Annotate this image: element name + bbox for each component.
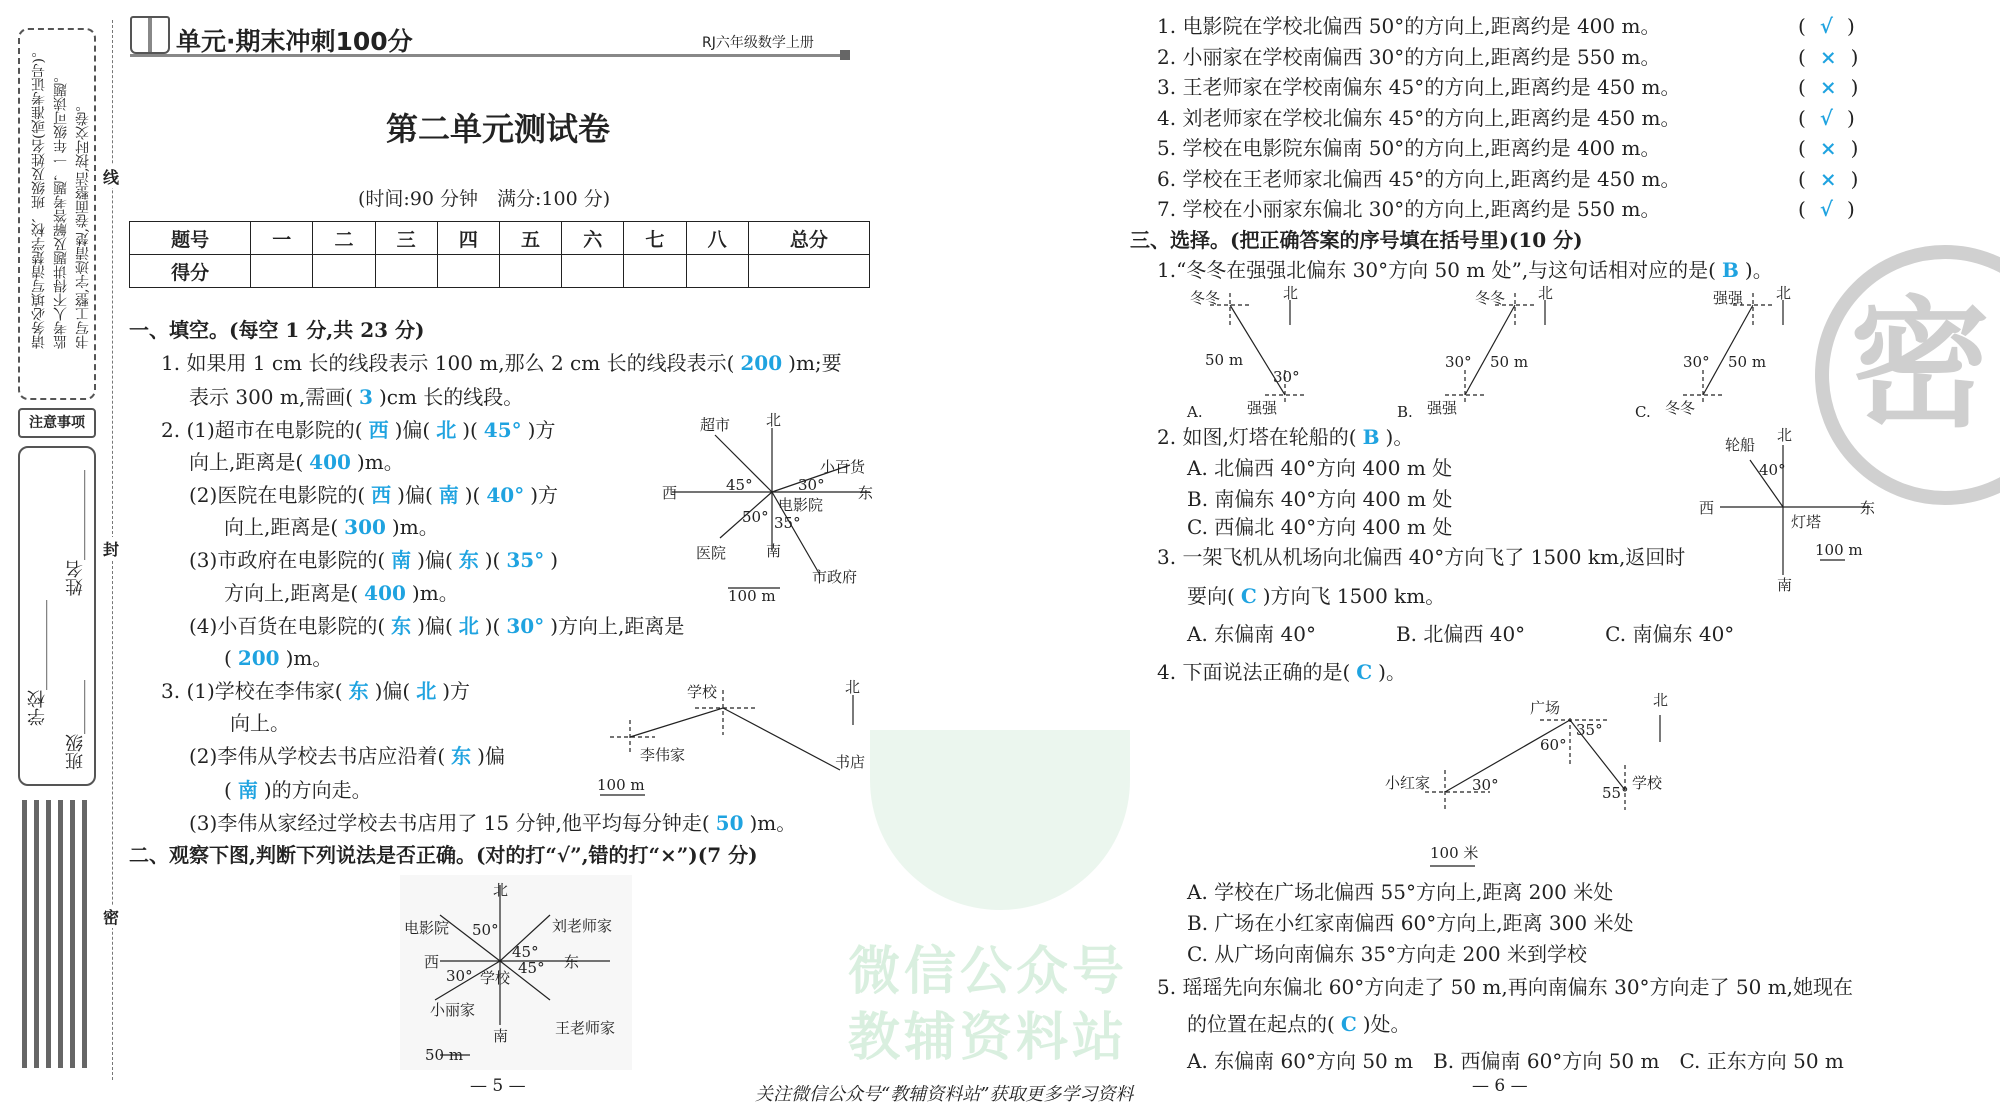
class-label: 班级 xyxy=(65,734,86,770)
header-rule-end xyxy=(840,50,850,60)
question-line xyxy=(1157,421,1413,453)
answer-blank[interactable]: 南 xyxy=(237,778,258,802)
question-text: )cm 长的线段。 xyxy=(378,385,524,409)
question-text: )( xyxy=(464,483,481,507)
score-input-cell[interactable] xyxy=(562,255,624,288)
question-text: 2. (1)超市在电影院的( xyxy=(161,418,363,442)
answer-blank[interactable]: B xyxy=(1721,258,1739,282)
judge-mark: × xyxy=(1819,75,1837,99)
label-top: 冬冬 xyxy=(1190,289,1221,307)
label-scale: 100 m xyxy=(1815,541,1863,559)
label-north: 北 xyxy=(766,411,782,429)
paren: ) xyxy=(1850,136,1859,160)
label-angle: 35° xyxy=(774,514,801,532)
question-text: (2)医院在电影院的( xyxy=(189,483,366,507)
question-text: 5. 瑶瑶先向东偏北 60°方向走了 50 m,再向南偏东 30°方向走了 50 m,她现在 xyxy=(1157,975,1854,999)
answer-blank[interactable]: 北 xyxy=(436,418,457,442)
question-line xyxy=(230,707,290,739)
score-input-cell[interactable] xyxy=(313,255,375,288)
judge-mark: √ xyxy=(1819,14,1833,38)
label-north: 北 xyxy=(1776,285,1792,302)
paren: ( xyxy=(1798,166,1806,191)
answer-blank[interactable]: 35° xyxy=(506,548,545,572)
question-line xyxy=(1157,254,1773,286)
question-line xyxy=(161,414,555,446)
question-text: ) xyxy=(550,548,559,572)
series-title: 单元·期末冲刺100分 xyxy=(176,27,413,56)
question-line xyxy=(129,839,758,871)
score-input-cell[interactable] xyxy=(499,255,561,288)
question-line xyxy=(189,479,558,511)
judge-answer[interactable] xyxy=(1798,71,1858,103)
answer-blank[interactable]: 东 xyxy=(458,548,479,572)
page-number-right: — 6 — xyxy=(1472,1076,1528,1096)
question-text: )方 xyxy=(442,679,470,703)
question-text: (3)李伟从家经过学校去书店用了 15 分钟,他平均每分钟走( xyxy=(189,811,710,835)
label-school: 学校 xyxy=(1632,774,1663,792)
watermark-text: 教辅资料站 xyxy=(848,1008,1129,1068)
question-text: )m。 xyxy=(411,581,459,605)
question-text: )偏( xyxy=(417,548,453,572)
option-label: B. xyxy=(1397,403,1413,421)
label-east: 东 xyxy=(1860,499,1876,517)
question-text: 1.“冬冬在强强北偏东 30°方向 50 m 处”,与这句话相对应的是( xyxy=(1157,258,1716,282)
label-hospital: 医院 xyxy=(696,544,727,562)
question-text: ( xyxy=(224,778,232,802)
header-rule xyxy=(130,54,850,57)
label-angle: 30° xyxy=(1273,368,1300,386)
label-school: 学校 xyxy=(687,683,718,701)
question-text: 2. 如图,灯塔在轮船的( xyxy=(1157,425,1357,449)
label-xiaoli-home: 小丽家 xyxy=(430,1001,476,1019)
answer-blank[interactable]: 西 xyxy=(368,418,389,442)
name-label: 姓名 xyxy=(65,560,86,596)
question-text: )方向上,距离是 xyxy=(550,614,685,638)
question-line xyxy=(189,740,505,772)
label-north: 北 xyxy=(845,678,861,696)
question-text: 的位置在起点的( xyxy=(1187,1012,1335,1036)
question-text: (2)李伟从学校去书店应沿着( xyxy=(189,744,446,768)
judge-statement: 2. 小丽家在学校南偏西 30°的方向上,距离约是 550 m。 xyxy=(1157,44,1661,69)
judge-answer[interactable] xyxy=(1798,102,1855,134)
label-angle: 50° xyxy=(742,508,769,526)
question-line xyxy=(224,642,332,674)
label-angle: 30° xyxy=(798,476,825,494)
question-text: )偏( xyxy=(374,679,411,703)
score-table xyxy=(129,221,870,288)
secret-stamp-text: 密 xyxy=(1850,283,1991,447)
label-length: 50 m xyxy=(1728,353,1767,371)
grade-label: RJ六年级数学上册 xyxy=(702,35,814,51)
answer-blank[interactable]: 西 xyxy=(371,483,392,507)
judge-answer[interactable] xyxy=(1798,163,1858,195)
label-west: 西 xyxy=(662,484,678,502)
question-text: )偏( xyxy=(397,483,433,507)
notes-title: 注意事项 xyxy=(18,408,96,438)
seal-line-label: 封 xyxy=(103,537,119,560)
question-line xyxy=(1157,656,1406,688)
label-angle: 45° xyxy=(518,959,545,977)
label-scale: 100 m xyxy=(597,776,645,794)
question-line xyxy=(1187,618,1734,650)
label-angle: 30° xyxy=(1472,776,1499,794)
question-line xyxy=(189,544,558,576)
question-text: A. 东偏南 60°方向 50 m B. 西偏南 60°方向 50 m C. 正东方向 50 m xyxy=(1187,1049,1844,1073)
question-text: A. 学校在广场北偏西 55°方向上,距离 200 米处 xyxy=(1187,880,1614,904)
judge-answer[interactable] xyxy=(1798,132,1858,164)
label-shop: 小百货 xyxy=(820,458,866,476)
question-line xyxy=(189,610,684,642)
paren: ( xyxy=(1798,105,1806,130)
score-header-cell: 七 xyxy=(624,222,686,255)
question-text: C. 从广场向南偏东 35°方向走 200 米到学校 xyxy=(1187,942,1587,966)
label-store: 书店 xyxy=(835,753,866,771)
label-north: 北 xyxy=(1538,285,1554,302)
question-text: B. 广场在小红家南偏西 60°方向上,距离 300 米处 xyxy=(1187,911,1634,935)
label-home: 小红家 xyxy=(1385,774,1431,792)
page-number-left: — 5 — xyxy=(470,1076,526,1096)
label-angle: 55° xyxy=(1602,784,1629,802)
question-text: 向上,距离是( xyxy=(224,515,339,539)
answer-blank[interactable]: 200 xyxy=(237,646,280,670)
paren: ) xyxy=(1850,44,1859,69)
question-text: 3. (1)学校在李伟家( xyxy=(161,679,343,703)
name-field[interactable]: 姓名__________ xyxy=(65,470,86,596)
label-cinema: 电影院 xyxy=(778,496,824,514)
label-south: 南 xyxy=(766,542,782,560)
question-text: )。 xyxy=(1385,425,1414,449)
question-line xyxy=(129,314,425,346)
label-ship: 轮船 xyxy=(1725,436,1756,454)
answer-blank[interactable]: 南 xyxy=(438,483,459,507)
label-angle: 45° xyxy=(512,943,539,961)
cut-line-label: 线 xyxy=(103,165,119,188)
label-north: 北 xyxy=(1653,691,1669,709)
score-header-cell: 五 xyxy=(499,222,561,255)
watermark-text: 微信公众号 xyxy=(848,942,1129,1002)
judge-answer[interactable] xyxy=(1798,10,1855,42)
question-text: 向上,距离是( xyxy=(189,450,304,474)
answer-blank[interactable]: B xyxy=(1362,425,1380,449)
paren: ) xyxy=(1846,105,1855,130)
judge-mark: × xyxy=(1819,166,1837,191)
option-label: A. xyxy=(1187,403,1203,421)
question-text: B. 南偏东 40°方向 400 m 处 xyxy=(1187,487,1453,511)
note: 请务必填写清楚学校、班级及姓名(或准考证号)。 xyxy=(31,44,47,349)
judge-answer[interactable] xyxy=(1798,193,1855,225)
judge-statement: 7. 学校在小丽家东偏北 30°的方向上,距离约是 550 m。 xyxy=(1157,197,1661,221)
label-home: 李伟家 xyxy=(640,746,686,764)
answer-blank[interactable]: 3 xyxy=(359,385,373,409)
question-line xyxy=(189,446,404,478)
judge-mark: × xyxy=(1819,136,1837,160)
option-label: C. xyxy=(1635,403,1651,421)
judge-statement: 6. 学校在王老师家北偏西 45°的方向上,距离约是 450 m。 xyxy=(1157,166,1681,191)
label-length: 50 m xyxy=(1490,353,1529,371)
question-text: )( xyxy=(484,614,501,638)
school-field[interactable]: 学校__________ xyxy=(27,600,48,726)
figure-plaza xyxy=(1380,690,1680,870)
question-text: )( xyxy=(462,418,478,442)
judge-answer[interactable] xyxy=(1798,41,1858,73)
label-liu-home: 刘老师家 xyxy=(552,917,613,935)
question-text: )偏( xyxy=(394,418,431,442)
question-text: )处。 xyxy=(1362,1012,1411,1036)
figure-ship-tower xyxy=(1695,425,1880,595)
label-length: 50 m xyxy=(1205,351,1244,369)
answer-blank[interactable]: 东 xyxy=(348,679,369,703)
answer-blank[interactable]: 30° xyxy=(506,614,545,638)
label-top: 冬冬 xyxy=(1475,289,1506,307)
label-market: 超市 xyxy=(700,416,731,434)
label-plaza: 广场 xyxy=(1530,699,1561,717)
label-angle: 35° xyxy=(1576,721,1603,739)
question-text: )。 xyxy=(1744,258,1773,282)
score-input-cell[interactable] xyxy=(251,255,313,288)
answer-blank[interactable]: 45° xyxy=(483,418,522,442)
question-line xyxy=(189,381,523,413)
score-input-cell[interactable] xyxy=(437,255,499,288)
score-input-cell[interactable] xyxy=(748,255,869,288)
question-text: )的方向走。 xyxy=(263,778,372,802)
score-header-cell: 二 xyxy=(313,222,375,255)
judge-mark: √ xyxy=(1819,197,1833,221)
label-angle: 45° xyxy=(726,476,753,494)
score-input-cell[interactable] xyxy=(686,255,748,288)
exam-time: (时间:90 分钟 满分:100 分) xyxy=(358,188,611,210)
choice1-figure-b xyxy=(1395,285,1595,425)
answer-blank[interactable]: 300 xyxy=(344,515,386,539)
label-gov: 市政府 xyxy=(812,568,858,586)
paren: ) xyxy=(1846,197,1855,221)
label-east: 东 xyxy=(858,484,874,502)
question-text: 三、选择。(把正确答案的序号填在括号里)(10 分) xyxy=(1130,228,1583,252)
answer-blank[interactable]: C xyxy=(1340,1012,1357,1036)
label-tower: 灯塔 xyxy=(1791,513,1822,531)
question-text: )。 xyxy=(1378,660,1406,684)
question-text: )m。 xyxy=(391,515,439,539)
answer-blank[interactable]: 400 xyxy=(364,581,406,605)
label-angle: 30° xyxy=(1683,353,1710,371)
question-text: 二、观察下图,判断下列说法是否正确。(对的打“√”,错的打“×”)(7 分) xyxy=(129,843,758,867)
label-school: 学校 xyxy=(480,969,511,987)
binding-stripes xyxy=(22,800,94,1068)
question-text: )m。 xyxy=(356,450,404,474)
label-angle: 40° xyxy=(1759,461,1786,479)
question-text: C. 西偏北 40°方向 400 m 处 xyxy=(1187,515,1453,539)
question-line xyxy=(1187,876,1613,908)
question-line xyxy=(1187,1045,1844,1077)
question-text: )偏( xyxy=(417,614,453,638)
label-north: 北 xyxy=(493,881,509,899)
question-text: 4. 下面说法正确的是( xyxy=(1157,660,1351,684)
label-north: 北 xyxy=(1283,285,1299,302)
question-text: A. 东偏南 40° B. 北偏西 40° C. 南偏东 40° xyxy=(1187,622,1735,646)
choice1-figure-a xyxy=(1185,285,1385,425)
question-text: )m;要 xyxy=(788,351,842,375)
answer-blank[interactable]: 北 xyxy=(458,614,479,638)
score-header-cell: 三 xyxy=(375,222,437,255)
class-field[interactable]: 班级______ xyxy=(65,680,86,770)
question-text: A. 北偏西 40°方向 400 m 处 xyxy=(1187,456,1453,480)
score-row-label: 得分 xyxy=(130,255,251,288)
label-north: 北 xyxy=(1777,426,1793,444)
answer-blank[interactable]: 东 xyxy=(451,744,472,768)
question-line xyxy=(161,675,470,707)
score-row xyxy=(130,255,870,288)
label-angle: 30° xyxy=(1445,353,1472,371)
judge-mark: √ xyxy=(1819,105,1833,130)
question-text: 向上。 xyxy=(230,711,290,735)
answer-blank[interactable]: 400 xyxy=(309,450,351,474)
label-angle: 30° xyxy=(446,967,473,985)
note: 书写工整,字迹清楚,卷面整洁,按时交卷。 xyxy=(75,97,91,349)
watermark-logo xyxy=(870,730,1130,910)
paren: ( xyxy=(1798,136,1806,160)
judge-statement: 1. 电影院在学校北偏西 50°的方向上,距离约是 400 m。 xyxy=(1157,14,1661,38)
question-line xyxy=(1130,224,1583,256)
figure-school-route xyxy=(595,675,880,803)
question-text: 3. 一架飞机从机场向北偏西 40°方向飞了 1500 km,返回时 xyxy=(1157,545,1686,569)
answer-blank[interactable]: 南 xyxy=(391,548,412,572)
question-line xyxy=(1157,971,1853,1003)
question-line xyxy=(1187,580,1445,612)
question-text: )方 xyxy=(527,418,556,442)
question-line xyxy=(1187,1008,1411,1040)
question-text: 一、填空。(每空 1 分,共 23 分) xyxy=(129,318,425,342)
paren: ( xyxy=(1798,14,1806,38)
question-text: 表示 300 m,需画( xyxy=(189,385,354,409)
question-text: )方向飞 1500 km。 xyxy=(1262,584,1446,608)
question-text: (3)市政府在电影院的( xyxy=(189,548,386,572)
label-scale: 100 米 xyxy=(1430,844,1479,862)
label-bottom: 强强 xyxy=(1247,399,1278,417)
answer-blank[interactable]: 东 xyxy=(391,614,412,638)
label-east: 东 xyxy=(564,953,580,971)
score-header-cell: 四 xyxy=(437,222,499,255)
answer-blank[interactable]: 40° xyxy=(486,483,525,507)
label-scale: 50 m xyxy=(425,1046,464,1064)
paren: ( xyxy=(1798,75,1806,99)
paren: ) xyxy=(1846,14,1855,38)
score-header-cell: 六 xyxy=(562,222,624,255)
question-text: 1. 如果用 1 cm 长的线段表示 100 m,那么 2 cm 长的线段表示( xyxy=(161,351,735,375)
paren: ) xyxy=(1850,75,1859,99)
label-west: 西 xyxy=(424,953,440,971)
question-line xyxy=(1187,907,1633,939)
answer-blank[interactable]: C xyxy=(1240,584,1257,608)
figure-cinema-directions xyxy=(660,410,885,606)
label-south: 南 xyxy=(1777,576,1793,594)
answer-blank[interactable]: 200 xyxy=(740,351,783,375)
question-text: )m。 xyxy=(749,811,797,835)
question-line xyxy=(1187,938,1587,970)
question-line xyxy=(224,577,459,609)
question-line xyxy=(1187,452,1452,484)
dense-line-label: 密 xyxy=(103,905,119,928)
question-line xyxy=(189,807,796,839)
label-cinema: 电影院 xyxy=(404,919,450,937)
answer-blank[interactable]: C xyxy=(1356,660,1373,684)
question-text: )方 xyxy=(530,483,559,507)
question-line xyxy=(1187,511,1452,543)
question-text: )偏 xyxy=(477,744,505,768)
question-text: 方向上,距离是( xyxy=(224,581,359,605)
judge-mark: × xyxy=(1819,44,1837,69)
page-title: 第二单元测试卷 xyxy=(386,110,611,148)
question-line xyxy=(224,774,372,806)
score-header-cell: 一 xyxy=(251,222,313,255)
judge-statement: 4. 刘老师家在学校北偏东 45°的方向上,距离约是 450 m。 xyxy=(1157,105,1681,130)
score-header-cell: 八 xyxy=(686,222,748,255)
question-text: )( xyxy=(484,548,501,572)
judge-statement: 3. 王老师家在学校南偏东 45°的方向上,距离约是 450 m。 xyxy=(1157,75,1681,99)
paren: ( xyxy=(1798,197,1806,221)
score-header-cell: 题号 xyxy=(130,222,251,255)
figure-school-directions xyxy=(400,875,632,1070)
label-south: 南 xyxy=(493,1027,509,1045)
question-text: 要向( xyxy=(1187,584,1235,608)
paren: ) xyxy=(1850,166,1859,191)
score-header-row xyxy=(130,222,870,255)
exam-notes xyxy=(28,44,94,349)
answer-blank[interactable]: 北 xyxy=(416,679,437,703)
label-bottom: 冬冬 xyxy=(1665,399,1696,417)
school-label: 学校 xyxy=(27,690,48,726)
label-top: 强强 xyxy=(1713,289,1744,307)
question-line xyxy=(161,347,842,379)
question-text: (4)小百货在电影院的( xyxy=(189,614,386,638)
question-line xyxy=(1157,541,1685,573)
label-angle: 60° xyxy=(1540,736,1567,754)
score-input-cell[interactable] xyxy=(624,255,686,288)
question-line xyxy=(224,511,439,543)
label-angle: 50° xyxy=(472,921,499,939)
footer-note: 关注微信公众号“教辅资料站”获取更多学习资料 xyxy=(755,1084,1134,1105)
score-header-cell: 总分 xyxy=(748,222,869,255)
question-text: )m。 xyxy=(285,646,333,670)
paren: ( xyxy=(1798,44,1806,69)
judge-statement: 5. 学校在电影院东偏南 50°的方向上,距离约是 400 m。 xyxy=(1157,136,1661,160)
label-bottom: 强强 xyxy=(1427,399,1458,417)
score-input-cell[interactable] xyxy=(375,255,437,288)
choice1-figure-c xyxy=(1633,285,1833,425)
label-west: 西 xyxy=(1699,499,1715,517)
note: 监考人不得讲题及解答考题，一年级可读题。 xyxy=(53,68,69,349)
label-scale: 100 m xyxy=(728,587,776,605)
question-text: ( xyxy=(224,646,232,670)
label-wang-home: 王老师家 xyxy=(555,1019,616,1037)
book-icon xyxy=(130,16,170,54)
answer-blank[interactable]: 50 xyxy=(715,811,744,835)
